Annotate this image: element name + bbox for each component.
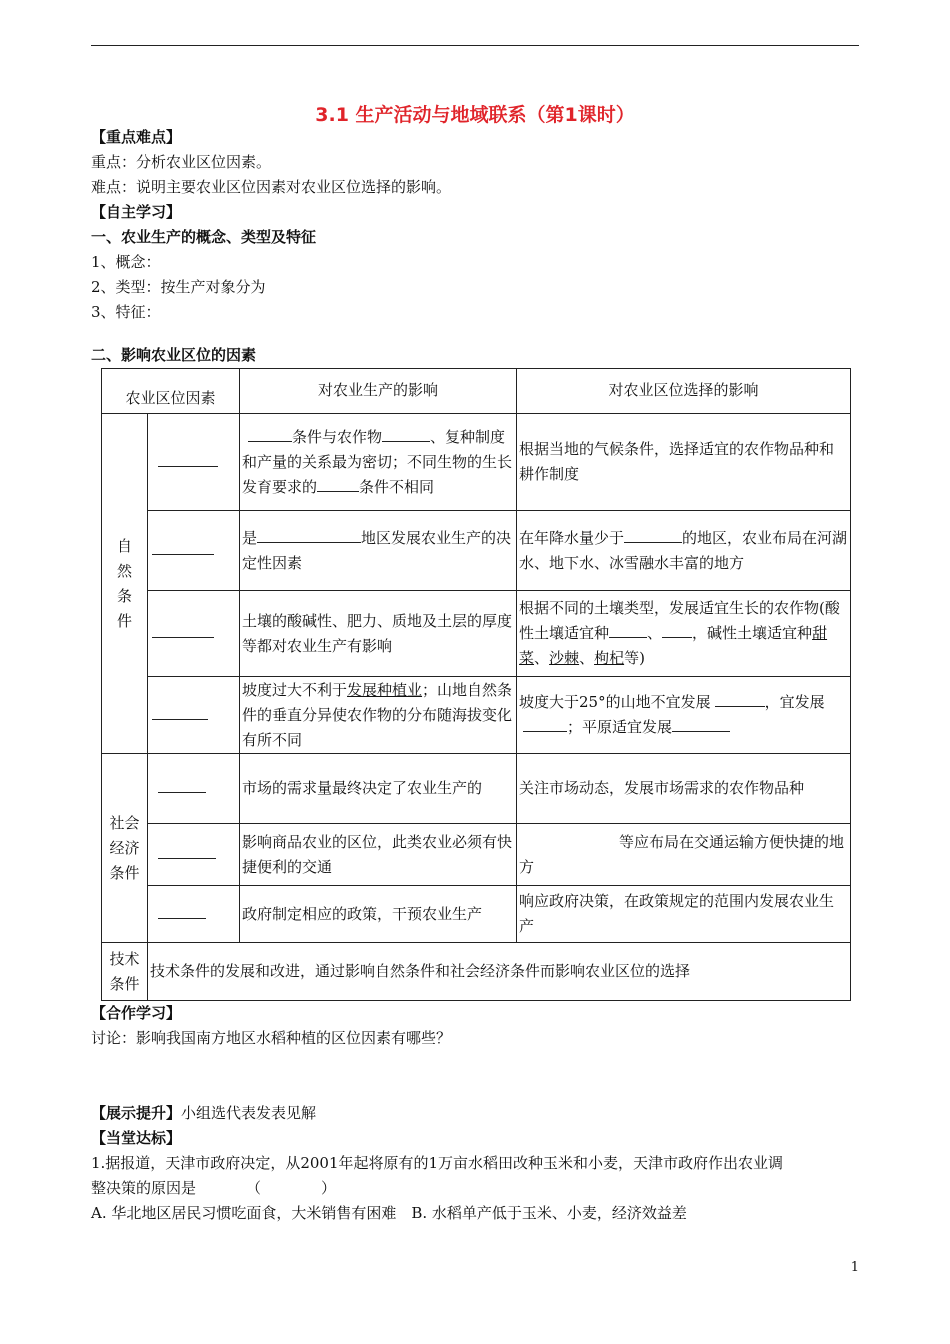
policy-effect-cell: 政府制定相应的政策，干预农业生产	[240, 886, 517, 943]
item-feature: 3、特征：	[91, 303, 161, 321]
tech-effect-cell: 技术条件的发展和改进，通过影响自然条件和社会经济条件而影响农业区位的选择	[148, 943, 851, 1001]
page-title: 3.1 生产活动与地域联系（第1课时）	[315, 104, 635, 126]
group-social-label: 社会经济条件	[109, 813, 140, 882]
section-show-heading: 【展示提升】	[91, 1104, 182, 1122]
fill-blank	[523, 715, 567, 732]
factor-cell	[148, 754, 240, 824]
section-show-text: 小组选代表发表见解	[181, 1104, 317, 1122]
section-coop-heading: 【合作学习】	[91, 1004, 182, 1022]
soil-choice-text-3: ，碱性土壤适宜种	[692, 624, 813, 642]
soil-choice-text-1: 根据不同的土壤类型，发展适宜生长的农作物(酸性土壤适宜种	[519, 599, 840, 642]
fill-blank	[248, 425, 292, 442]
key-point: 重点：分析农业区位因素。	[91, 153, 272, 171]
table-row-water	[102, 511, 851, 591]
terrain-choice-text-3: ；平原适宜发展	[567, 718, 673, 736]
transport-choice-cell: 等应布局在交通运输方便快捷的地方	[517, 824, 851, 886]
heading-two: 二、影响农业区位的因素	[91, 346, 257, 364]
climate-effect-text-3: 条件不相同	[359, 477, 435, 496]
climate-effect-cell	[240, 414, 517, 511]
table-row-terrain	[102, 677, 851, 754]
factor-cell	[148, 511, 240, 591]
water-choice-text-1: 在年降水量少于	[519, 528, 625, 547]
group-tech	[102, 943, 148, 1001]
fill-blank	[152, 538, 214, 555]
soil-choice-end: 等)	[624, 649, 645, 667]
question-1-line-1: 1.据报道，天津市政府决定，从2001年起将原有的1万亩水稻田改种玉米和小麦，天津市政府作出农业调	[91, 1154, 784, 1172]
question-1-options: A. 华北地区居民习惯吃面食，大米销售有困难 B. 水稻单产低于玉米、小麦，经济效益差	[91, 1204, 687, 1222]
water-choice-cell	[517, 511, 851, 591]
market-effect-cell: 市场的需求量最终决定了农业生产的	[240, 754, 517, 824]
item-type: 2、类型：按生产对象分为	[91, 278, 266, 296]
fill-blank	[158, 450, 218, 467]
soil-crop-sep-2: 、	[579, 649, 595, 667]
factor-cell	[148, 591, 240, 677]
fill-blank	[715, 690, 765, 707]
terrain-effect-text-2: ；山地自然条件的垂直分异使农作物的分布随海拔变化有所不同	[242, 680, 513, 749]
group-natural-label: 自然条件	[117, 536, 133, 630]
fill-blank	[672, 715, 730, 732]
soil-crop-1: 甜菜	[519, 624, 828, 667]
group-social	[102, 754, 148, 943]
question-1-stem: 整决策的原因是	[91, 1179, 197, 1197]
header-choice: 对农业区位选择的影响	[517, 369, 851, 414]
fill-blank	[257, 526, 361, 543]
soil-crop-sep-1: 、	[534, 649, 550, 667]
location-factor-table	[101, 368, 851, 1001]
terrain-effect-cell	[240, 677, 517, 754]
climate-effect-text-1: 条件与农作物	[292, 427, 383, 446]
soil-choice-text-2: 、	[647, 624, 663, 642]
table-row-climate	[102, 414, 851, 511]
terrain-effect-underlined: 发展种植业	[347, 680, 423, 699]
fill-blank	[152, 703, 208, 720]
climate-choice-cell: 根据当地的气候条件，选择适宜的农作物品种和耕作制度	[517, 414, 851, 511]
fill-blank	[317, 475, 359, 492]
section-key-heading: 【重点难点】	[91, 128, 182, 146]
table-row-transport	[102, 824, 851, 886]
terrain-choice-cell	[517, 677, 851, 754]
terrain-effect-text-1: 坡度过大不利于	[242, 680, 348, 699]
fill-blank	[382, 425, 430, 442]
header-rule	[91, 45, 859, 46]
table-row-policy	[102, 886, 851, 943]
header-effect: 对农业生产的影响	[240, 369, 517, 414]
transport-effect-cell: 影响商品农业的区位，此类农业必须有快捷便利的交通	[240, 824, 517, 886]
fill-blank	[624, 526, 682, 543]
water-effect-cell	[240, 511, 517, 591]
soil-choice-cell	[517, 591, 851, 677]
section-show	[91, 1103, 316, 1123]
table-header-row	[102, 369, 851, 414]
table-row-soil	[102, 591, 851, 677]
page-number: 1	[850, 1260, 859, 1275]
fill-blank	[158, 902, 206, 919]
fill-blank	[158, 842, 216, 859]
fill-blank	[158, 776, 206, 793]
terrain-choice-text-1: 坡度大于25°的山地不宜发展	[519, 693, 711, 711]
fill-blank	[152, 621, 214, 638]
market-choice-cell: 关注市场动态，发展市场需求的农作物品种	[517, 754, 851, 824]
fill-blank	[609, 621, 647, 638]
factor-cell	[148, 824, 240, 886]
factor-cell	[148, 886, 240, 943]
fill-blank	[662, 621, 692, 638]
factor-cell	[148, 677, 240, 754]
difficult-point: 难点：说明主要农业区位因素对农业区位选择的影响。	[91, 178, 452, 196]
climate-effect-text-2: 、复种制度和产量的关系最为密切；不同生物的生长发育要求的	[242, 427, 513, 496]
water-choice-text-2: 的地区，农业布局在河湖水、地下水、冰雪融水丰富的地方	[519, 528, 848, 572]
item-concept: 1、概念：	[91, 253, 161, 271]
water-effect-text-2: 地区发展农业生产的决定性因素	[242, 528, 512, 572]
factor-cell	[148, 414, 240, 511]
group-tech-label: 技术条件	[109, 949, 140, 993]
soil-crop-3: 枸杞	[594, 649, 625, 667]
group-natural	[102, 414, 148, 754]
soil-crop-2: 沙棘	[549, 649, 580, 667]
soil-effect-cell: 土壤的酸碱性、肥力、质地及土层的厚度等都对农业生产有影响	[240, 591, 517, 677]
table-row-tech	[102, 943, 851, 1001]
policy-choice-cell: 响应政府决策，在政策规定的范围内发展农业生产	[517, 886, 851, 943]
table-row-market	[102, 754, 851, 824]
water-effect-text-1: 是	[242, 528, 258, 547]
answer-paren: （ ）	[246, 1179, 337, 1197]
heading-one: 一、农业生产的概念、类型及特征	[91, 228, 317, 246]
header-factor: 农业区位因素	[102, 369, 240, 414]
section-self-heading: 【自主学习】	[91, 203, 182, 221]
question-1-line-2	[91, 1178, 336, 1198]
discussion-question: 讨论：影响我国南方地区水稻种植的区位因素有哪些？	[91, 1029, 452, 1047]
section-class-heading: 【当堂达标】	[91, 1129, 182, 1147]
terrain-choice-text-2: ，宜发展	[764, 693, 825, 711]
